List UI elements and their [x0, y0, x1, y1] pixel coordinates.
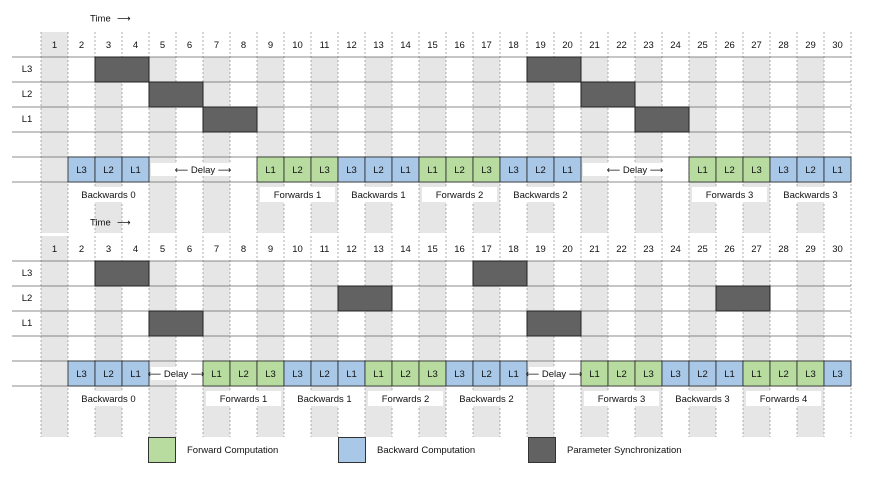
time-arrow-icon: ⟶ [117, 217, 131, 229]
shaded-column [41, 57, 68, 233]
column-number: 13 [373, 244, 384, 255]
column-number: 3 [105, 40, 112, 51]
column-number: 28 [778, 40, 789, 51]
time-arrow-icon: ⟶ [117, 13, 131, 25]
legend-forward-label: Forward Computation [187, 445, 279, 456]
row-label-l3: L3 [21, 64, 33, 75]
column-number: 25 [697, 40, 708, 51]
column-number: 12 [346, 244, 357, 255]
sync-block [527, 311, 581, 336]
delay-label: ⟵ Delay ⟶ [525, 369, 583, 380]
column-number: 15 [427, 244, 438, 255]
compute-label: L1 [508, 369, 519, 380]
shaded-column [743, 57, 770, 233]
compute-label: L3 [319, 165, 330, 176]
compute-label: L3 [76, 369, 87, 380]
column-number: 14 [400, 244, 411, 255]
compute-label: L3 [454, 369, 465, 380]
column-number: 4 [132, 244, 139, 255]
phase-label: Forwards 4 [759, 394, 808, 405]
sync-block [473, 261, 527, 286]
column-number: 16 [454, 244, 465, 255]
shaded-column [149, 261, 176, 437]
legend-sync-label: Parameter Synchronization [567, 445, 682, 456]
column-number: 19 [535, 244, 546, 255]
column-number: 27 [751, 40, 762, 51]
column-number: 11 [319, 244, 330, 255]
phase-label: Forwards 1 [219, 394, 268, 405]
column-number: 9 [267, 40, 274, 51]
sync-block [716, 286, 770, 311]
column-number: 3 [105, 244, 112, 255]
compute-label: L2 [778, 369, 789, 380]
compute-label: L2 [319, 369, 330, 380]
shaded-column [527, 57, 554, 233]
column-number: 2 [78, 244, 85, 255]
shaded-column [311, 261, 338, 437]
phase-label: Backwards 1 [297, 394, 352, 405]
compute-label: L1 [724, 369, 735, 380]
compute-label: L1 [562, 165, 573, 176]
column-number: 20 [562, 40, 573, 51]
column-number: 9 [267, 244, 274, 255]
column-number: 20 [562, 244, 573, 255]
compute-label: L2 [724, 165, 735, 176]
column-number: 26 [724, 244, 735, 255]
phase-label: Backwards 2 [513, 190, 568, 201]
compute-label: L1 [265, 165, 276, 176]
phase-label: Forwards 1 [273, 190, 322, 201]
compute-label: L1 [832, 165, 843, 176]
compute-label: L1 [589, 369, 600, 380]
timeline-diagram-2 [12, 218, 851, 438]
column-number: 21 [589, 244, 600, 255]
shaded-column [311, 57, 338, 233]
row-label-l3: L3 [21, 268, 33, 279]
compute-label: L2 [535, 165, 546, 176]
column-number: 27 [751, 244, 762, 255]
shaded-column [95, 57, 122, 233]
shaded-column [203, 261, 230, 437]
phase-label: Backwards 1 [351, 190, 406, 201]
column-number: 15 [427, 40, 438, 51]
shaded-column [689, 261, 716, 437]
compute-label: L2 [805, 165, 816, 176]
delay-label: ⟵ Delay ⟶ [147, 369, 205, 380]
delay-label: ⟵ Delay ⟶ [606, 165, 664, 176]
column-number: 4 [132, 40, 139, 51]
shaded-column [527, 261, 554, 437]
compute-label: L1 [130, 165, 141, 176]
phase-label: Backwards 2 [459, 394, 514, 405]
column-number: 16 [454, 40, 465, 51]
column-number: 5 [159, 40, 166, 51]
time-label: Time [90, 13, 111, 25]
shaded-column [95, 261, 122, 437]
column-number: 7 [213, 244, 220, 255]
shaded-column [203, 57, 230, 233]
sync-block [149, 82, 203, 107]
column-number: 23 [643, 40, 654, 51]
compute-label: L3 [778, 165, 789, 176]
shaded-column [635, 57, 662, 233]
phase-label: Forwards 3 [597, 394, 646, 405]
phase-label: Forwards 2 [381, 394, 430, 405]
shaded-column [257, 261, 284, 437]
column-number: 11 [319, 40, 330, 51]
shaded-column [473, 261, 500, 437]
column-number: 17 [481, 244, 492, 255]
compute-label: L3 [76, 165, 87, 176]
sync-block [203, 107, 257, 132]
shaded-column [419, 261, 446, 437]
delay-label: ⟵ Delay ⟶ [174, 165, 232, 176]
column-number: 1 [51, 244, 58, 255]
column-number: 10 [292, 244, 303, 255]
column-number: 12 [346, 40, 357, 51]
column-number: 10 [292, 40, 303, 51]
column-number: 24 [670, 244, 681, 255]
compute-label: L1 [373, 369, 384, 380]
sync-block [527, 57, 581, 82]
compute-label: L1 [130, 369, 141, 380]
column-number: 5 [159, 244, 166, 255]
shaded-column [797, 261, 824, 437]
compute-label: L2 [103, 165, 114, 176]
column-number: 6 [186, 40, 193, 51]
compute-label: L1 [211, 369, 222, 380]
sync-block [581, 82, 635, 107]
shaded-column [797, 57, 824, 233]
column-number: 14 [400, 40, 411, 51]
row-label-l2: L2 [21, 89, 33, 100]
column-number: 29 [805, 40, 816, 51]
compute-label: L1 [697, 165, 708, 176]
compute-label: L2 [481, 369, 492, 380]
column-number: 8 [240, 244, 247, 255]
sync-block [95, 57, 149, 82]
compute-label: L2 [616, 369, 627, 380]
compute-label: L1 [751, 369, 762, 380]
row-label-l1: L1 [21, 318, 33, 329]
column-number: 18 [508, 244, 519, 255]
row-label-l2: L2 [21, 293, 33, 304]
column-number: 30 [832, 40, 843, 51]
column-number: 30 [832, 244, 843, 255]
sync-block [95, 261, 149, 286]
compute-label: L3 [751, 165, 762, 176]
legend-forward-swatch [148, 437, 176, 463]
column-number: 7 [213, 40, 220, 51]
compute-label: L3 [346, 165, 357, 176]
shaded-column [257, 57, 284, 233]
compute-label: L3 [832, 369, 843, 380]
phase-label: Forwards 3 [705, 190, 754, 201]
shaded-column [473, 57, 500, 233]
column-number: 1 [51, 40, 58, 51]
compute-label: L3 [481, 165, 492, 176]
time-label: Time [90, 217, 111, 229]
legend-sync-swatch [528, 437, 556, 463]
compute-label: L1 [427, 165, 438, 176]
compute-label: L2 [454, 165, 465, 176]
compute-label: L3 [265, 369, 276, 380]
column-number: 24 [670, 40, 681, 51]
column-number: 26 [724, 40, 735, 51]
compute-label: L3 [292, 369, 303, 380]
shaded-column [581, 261, 608, 437]
compute-label: L2 [373, 165, 384, 176]
compute-label: L2 [400, 369, 411, 380]
column-number: 13 [373, 40, 384, 51]
compute-label: L3 [670, 369, 681, 380]
column-number: 23 [643, 244, 654, 255]
column-number: 19 [535, 40, 546, 51]
phase-label: Backwards 3 [783, 190, 838, 201]
shaded-column [689, 57, 716, 233]
phase-label: Backwards 0 [81, 190, 136, 201]
compute-label: L2 [697, 369, 708, 380]
phase-label: Backwards 0 [81, 394, 136, 405]
column-number: 18 [508, 40, 519, 51]
compute-label: L1 [400, 165, 411, 176]
compute-label: L2 [292, 165, 303, 176]
timeline-diagram-1 [12, 14, 851, 234]
compute-label: L3 [643, 369, 654, 380]
column-number: 2 [78, 40, 85, 51]
shaded-column [41, 261, 68, 437]
compute-label: L2 [103, 369, 114, 380]
shaded-column [365, 57, 392, 233]
column-number: 8 [240, 40, 247, 51]
column-number: 25 [697, 244, 708, 255]
column-number: 6 [186, 244, 193, 255]
compute-label: L3 [508, 165, 519, 176]
compute-label: L3 [805, 369, 816, 380]
shaded-column [419, 57, 446, 233]
column-number: 22 [616, 40, 627, 51]
shaded-column [635, 261, 662, 437]
sync-block [635, 107, 689, 132]
phase-label: Backwards 3 [675, 394, 730, 405]
column-number: 21 [589, 40, 600, 51]
column-number: 17 [481, 40, 492, 51]
column-number: 22 [616, 244, 627, 255]
legend-backward-swatch [338, 437, 366, 463]
compute-label: L1 [346, 369, 357, 380]
column-number: 29 [805, 244, 816, 255]
legend-backward-label: Backward Computation [377, 445, 476, 456]
phase-label: Forwards 2 [435, 190, 484, 201]
column-number: 28 [778, 244, 789, 255]
sync-block [338, 286, 392, 311]
row-label-l1: L1 [21, 114, 33, 125]
compute-label: L3 [427, 369, 438, 380]
compute-label: L2 [238, 369, 249, 380]
sync-block [149, 311, 203, 336]
